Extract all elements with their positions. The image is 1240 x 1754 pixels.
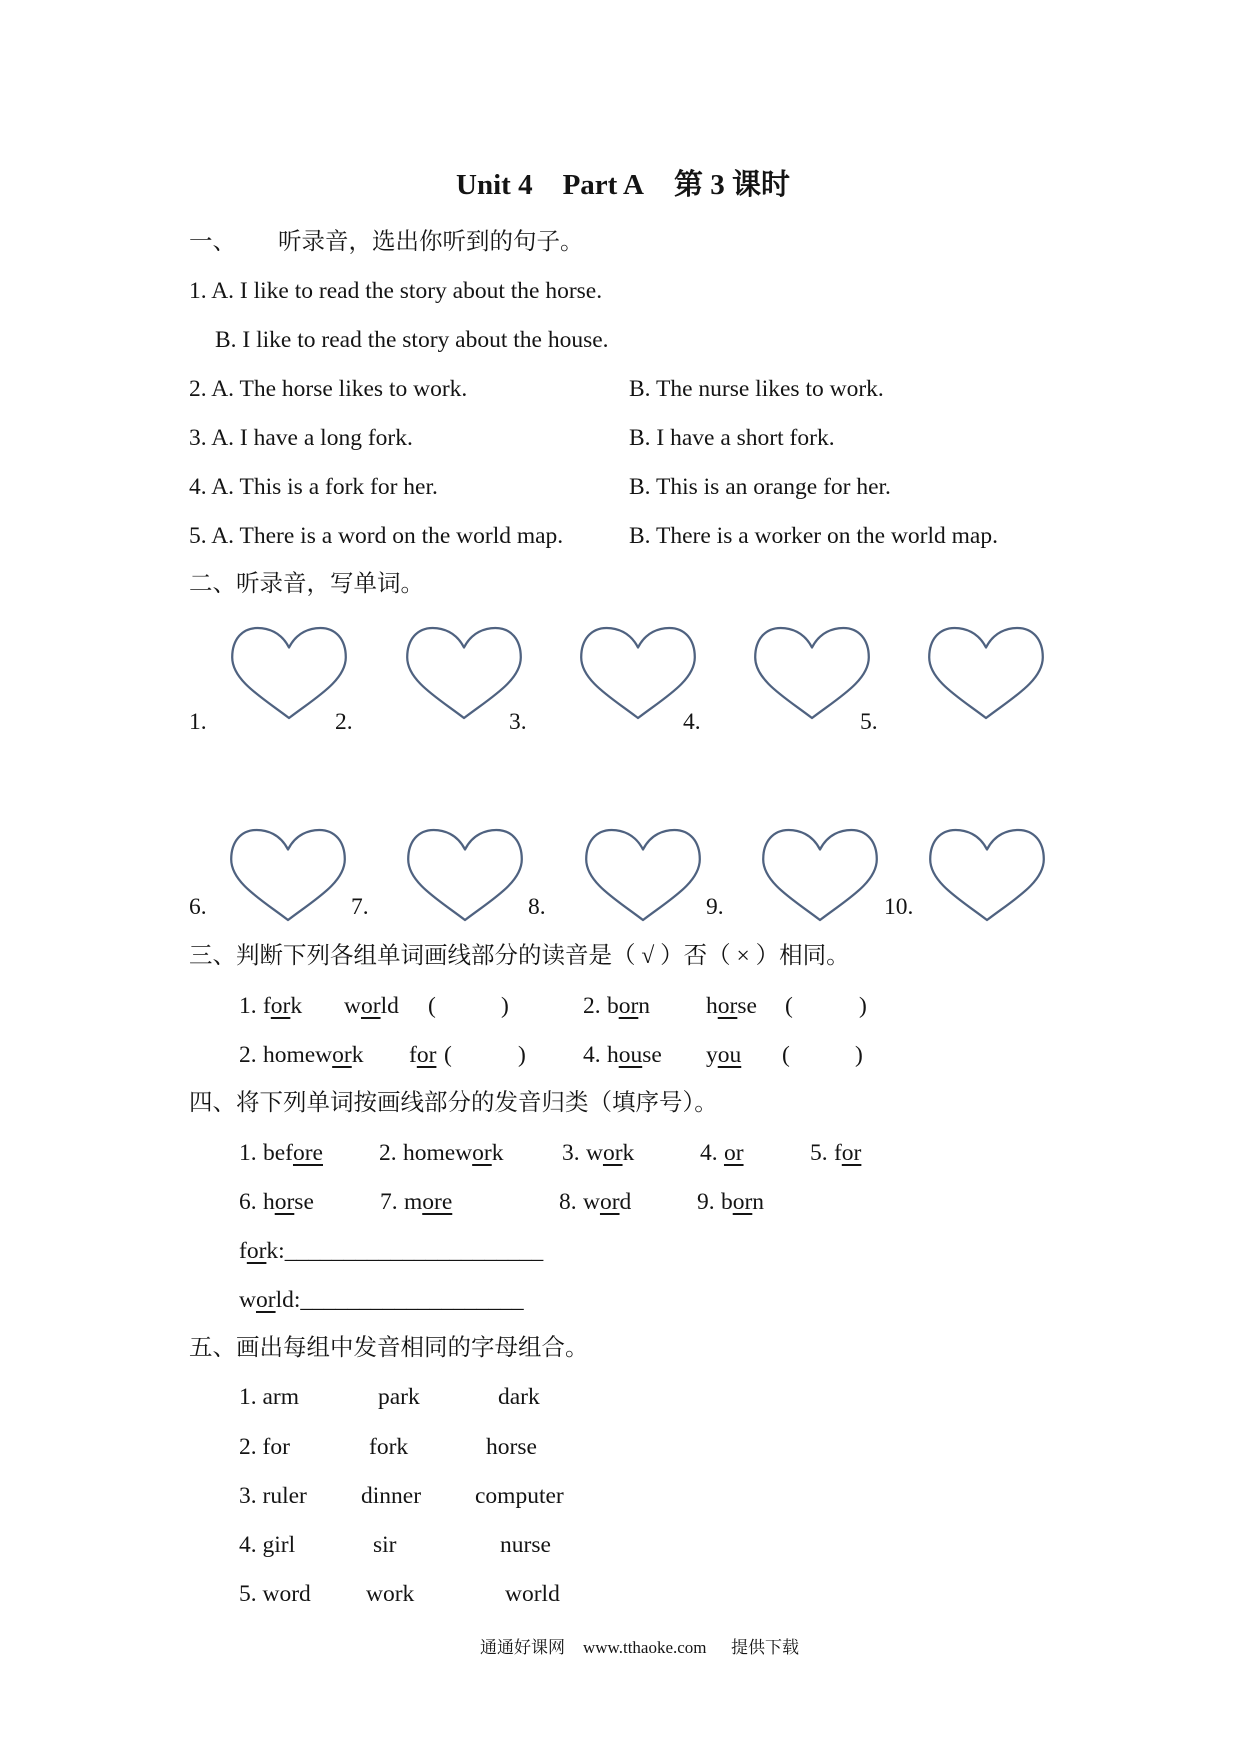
word-2: dinner [361, 1483, 422, 1509]
category-world [0, 1285, 1240, 1315]
item-number: 5. [810, 1140, 828, 1166]
heart-blank-4 [753, 626, 871, 720]
underlined-letters: or [717, 993, 738, 1019]
s5-row-3 [0, 1481, 1240, 1511]
word-prefix: h [706, 993, 718, 1019]
heart-blank-1 [230, 626, 348, 720]
word-item [583, 1040, 662, 1070]
word-item [409, 1040, 436, 1070]
option-text: 1. A. I like to read the story about the horse. [189, 278, 603, 304]
word-prefix: b [720, 1189, 733, 1215]
word-suffix: n [752, 1189, 765, 1215]
underlined-letters: or [618, 993, 639, 1019]
section-2-heading [0, 569, 1240, 599]
heart-number-8: 8. [528, 894, 546, 920]
heart-number-4: 4. [683, 709, 701, 735]
item-number: 2. [583, 993, 601, 1019]
underlined-letters: or [274, 1189, 295, 1215]
category-label [239, 1285, 524, 1315]
word-item [344, 991, 399, 1021]
question-1-option-a [0, 276, 1240, 306]
word-item [239, 1040, 363, 1070]
item-number: 4. [583, 1042, 601, 1068]
option-a-text: 4. A. This is a fork for her. [189, 474, 438, 500]
word-suffix: n [638, 993, 651, 1019]
word-item [697, 1187, 764, 1217]
question-2 [0, 374, 1240, 404]
word-prefix: homew [402, 1140, 473, 1166]
answer-paren-open: ( [785, 993, 793, 1019]
title-part: Part A [562, 169, 644, 201]
item-number: 8. [559, 1189, 577, 1215]
word-item [810, 1138, 861, 1168]
word-1: 1. arm [239, 1384, 300, 1410]
answer-paren-open: ( [444, 1042, 452, 1068]
word-item [559, 1187, 631, 1217]
word-prefix: w [239, 1287, 256, 1313]
heart-number-3: 3. [509, 709, 527, 735]
s5-row-4 [0, 1530, 1240, 1560]
word-item [380, 1187, 452, 1217]
word-1: 5. word [239, 1581, 311, 1607]
s3-row-2 [0, 1040, 1240, 1070]
section-5-heading [0, 1333, 1240, 1363]
word-prefix: f [239, 1238, 247, 1264]
word-2: fork [369, 1434, 409, 1460]
underlined-letters: or [246, 1238, 267, 1264]
answer-paren-close: ) [855, 1042, 863, 1068]
answer-paren-close: ) [518, 1042, 526, 1068]
title-unit: Unit 4 [456, 169, 533, 201]
word-suffix: se [642, 1042, 662, 1068]
underlined-letters: or [602, 1140, 623, 1166]
item-number: 9. [697, 1189, 715, 1215]
option-a-text: 3. A. I have a long fork. [189, 425, 413, 451]
item-number: 2. [379, 1140, 397, 1166]
word-2: work [366, 1581, 415, 1607]
footer-url[interactable]: www.tthaoke.com [583, 1638, 707, 1657]
underlined-letters: or [723, 1140, 744, 1166]
word-suffix: k: [266, 1238, 285, 1264]
s4-row-1 [0, 1138, 1240, 1168]
question-4 [0, 472, 1240, 502]
word-3: computer [475, 1483, 564, 1509]
option-b-text: B. I have a short fork. [629, 425, 835, 451]
word-item [562, 1138, 634, 1168]
footer-note: 提供下载 [731, 1638, 799, 1657]
underlined-letters: or [472, 1140, 492, 1166]
answer-blank[interactable]: ___________________ [300, 1287, 524, 1313]
word-prefix: bef [262, 1140, 293, 1166]
s5-row-2 [0, 1432, 1240, 1462]
answer-paren-close: ) [859, 993, 867, 1019]
item-number: 4. [700, 1140, 718, 1166]
word-3: horse [486, 1434, 537, 1460]
section-5-heading-text: 五、画出每组中发音相同的字母组合。 [189, 1335, 589, 1361]
page-title [0, 167, 1240, 203]
word-prefix: m [403, 1189, 423, 1215]
item-number: 1. [239, 993, 257, 1019]
title-lesson: 第 3 课时 [673, 169, 790, 201]
word-1: 3. ruler [239, 1483, 307, 1509]
word-1: 2. for [239, 1434, 290, 1460]
word-3: nurse [500, 1532, 551, 1558]
heart-number-10: 10. [884, 894, 914, 920]
word-item [379, 1138, 503, 1168]
underlined-letters: or [416, 1042, 437, 1068]
item-number: 2. [239, 1042, 257, 1068]
word-suffix: se [294, 1189, 314, 1215]
answer-paren-open: ( [428, 993, 436, 1019]
word-prefix: h [262, 1189, 275, 1215]
option-b-text: B. This is an orange for her. [629, 474, 891, 500]
s4-row-2 [0, 1187, 1240, 1217]
s5-row-5 [0, 1579, 1240, 1609]
word-prefix: f [262, 993, 271, 1019]
word-suffix: d [619, 1189, 632, 1215]
underlined-letters: ou [618, 1042, 643, 1068]
footer-site-name: 通通好课网 [480, 1638, 565, 1657]
s5-row-1 [0, 1382, 1240, 1412]
item-number: 3. [562, 1140, 580, 1166]
word-prefix: w [344, 993, 361, 1019]
answer-blank[interactable]: ______________________ [284, 1238, 544, 1264]
option-text: B. I like to read the story about the house. [215, 327, 609, 353]
option-a-text: 2. A. The horse likes to work. [189, 376, 468, 402]
word-prefix: f [833, 1140, 842, 1166]
word-item [700, 1138, 744, 1168]
category-fork [0, 1236, 1240, 1266]
heart-blank-2 [405, 626, 523, 720]
underlined-letters: or [360, 993, 381, 1019]
word-prefix: b [606, 993, 619, 1019]
underlined-letters: or [255, 1287, 276, 1313]
item-number: 6. [239, 1189, 257, 1215]
underlined-letters: or [841, 1140, 862, 1166]
word-suffix: k [351, 1042, 364, 1068]
underlined-letters: ore [292, 1140, 323, 1166]
option-a-text: 5. A. There is a word on the world map. [189, 523, 564, 549]
word-3: world [505, 1581, 560, 1607]
answer-paren-close: ) [501, 993, 509, 1019]
heart-number-7: 7. [351, 894, 369, 920]
word-suffix: ld [380, 993, 399, 1019]
word-2: park [378, 1384, 420, 1410]
word-item [706, 1040, 741, 1070]
section-2-heading-text: 二、听录音，写单词。 [189, 571, 424, 597]
heart-blank-3 [579, 626, 697, 720]
word-suffix: ld: [275, 1287, 301, 1313]
question-5 [0, 521, 1240, 551]
underlined-letters: or [270, 993, 291, 1019]
s3-row-1 [0, 991, 1240, 1021]
underlined-letters: or [599, 1189, 620, 1215]
section-4-heading [0, 1088, 1240, 1118]
word-suffix: se [737, 993, 757, 1019]
underlined-letters: or [332, 1042, 352, 1068]
word-item [239, 991, 302, 1021]
word-prefix: w [582, 1189, 600, 1215]
word-prefix: y [706, 1042, 718, 1068]
heart-number-1: 1. [189, 709, 207, 735]
word-suffix: k [290, 993, 303, 1019]
category-label [239, 1236, 543, 1266]
word-item [583, 991, 650, 1021]
underlined-letters: ou [717, 1042, 742, 1068]
heart-number-5: 5. [860, 709, 878, 735]
heart-numbers-row-2 [0, 892, 1240, 922]
question-3 [0, 423, 1240, 453]
question-1-option-b [0, 325, 1240, 355]
word-prefix: homew [262, 1042, 333, 1068]
heart-blank-5 [927, 626, 1045, 720]
item-number: 7. [380, 1189, 398, 1215]
option-b-text: B. The nurse likes to work. [629, 376, 884, 402]
word-item [706, 991, 757, 1021]
word-suffix: k [622, 1140, 635, 1166]
word-suffix: k [491, 1140, 504, 1166]
section-1-heading [0, 227, 1240, 257]
section-1-instruction: 听录音，选出你听到的句子。 [278, 229, 584, 255]
word-item [239, 1138, 323, 1168]
word-1: 4. girl [239, 1532, 296, 1558]
underlined-letters: or [732, 1189, 753, 1215]
word-prefix: h [606, 1042, 619, 1068]
section-3-heading [0, 941, 1240, 971]
answer-paren-open: ( [782, 1042, 790, 1068]
word-2: sir [373, 1532, 397, 1558]
word-3: dark [498, 1384, 540, 1410]
section-3-heading-text: 三、判断下列各组单词画线部分的读音是（ √ ）否（ × ）相同。 [189, 943, 850, 969]
section-4-heading-text: 四、将下列单词按画线部分的发音归类（填序号）。 [189, 1090, 718, 1116]
word-prefix: w [585, 1140, 603, 1166]
heart-number-6: 6. [189, 894, 207, 920]
heart-number-2: 2. [335, 709, 353, 735]
section-1-number: 一、 [189, 229, 236, 255]
word-item [239, 1187, 314, 1217]
word-prefix: f [409, 1042, 417, 1068]
heart-numbers-row-1 [0, 707, 1240, 737]
item-number: 1. [239, 1140, 257, 1166]
option-b-text: B. There is a worker on the world map. [629, 523, 998, 549]
underlined-letters: ore [422, 1189, 453, 1215]
heart-number-9: 9. [706, 894, 724, 920]
